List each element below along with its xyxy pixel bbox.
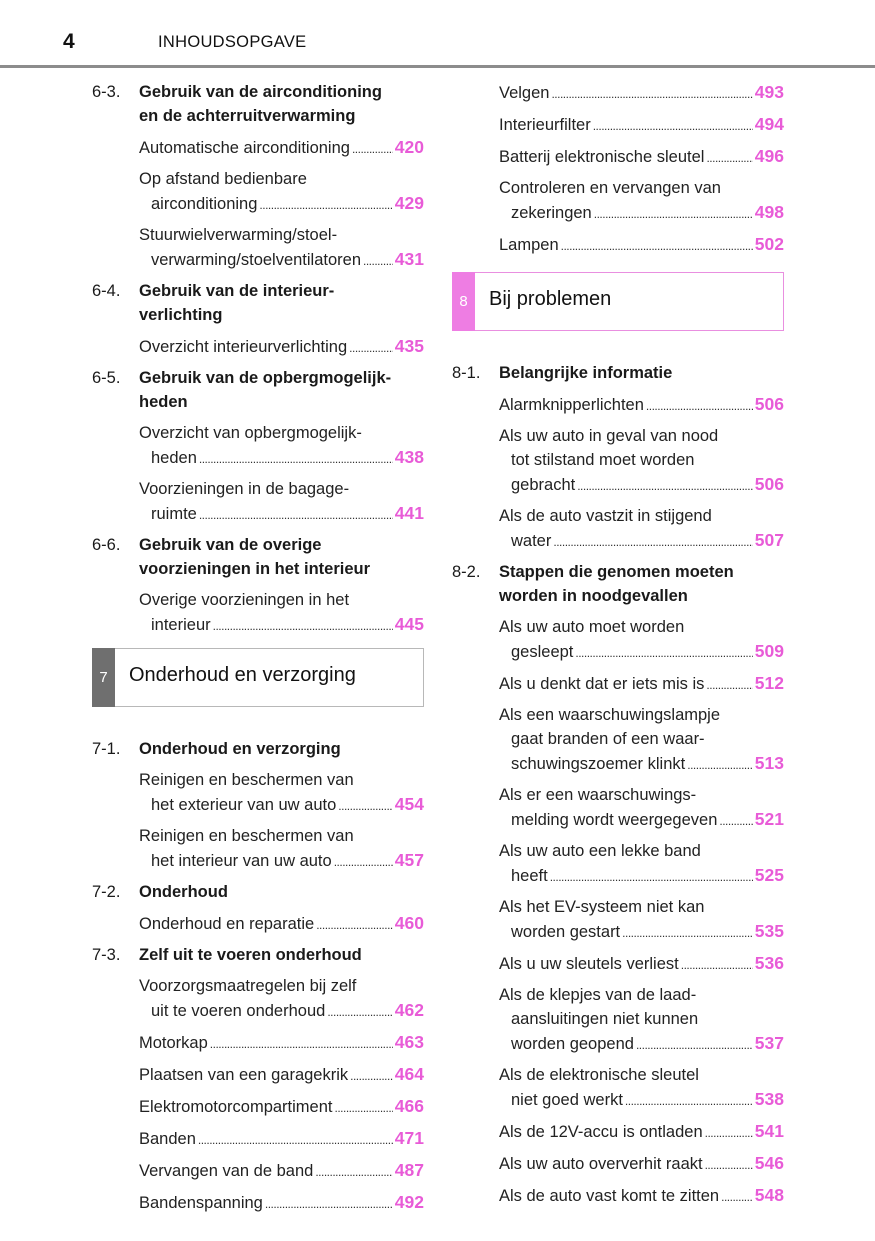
page-number: 4 <box>63 30 75 53</box>
dot-leader <box>350 1064 393 1088</box>
entry-text: water <box>511 532 552 550</box>
entry-final-line <box>499 528 784 554</box>
page-reference[interactable]: 496 <box>754 146 784 166</box>
toc-left-column <box>92 80 424 1222</box>
section-title-line: voorzieningen in het interieur <box>139 560 371 578</box>
entry-text-line: Als een waarschuwingslampje <box>499 706 721 724</box>
header-title: INHOUDSOPGAVE <box>158 33 307 51</box>
entry-final-line <box>499 1151 784 1177</box>
entry-final-line <box>499 392 784 418</box>
entry-final-line <box>499 639 784 665</box>
section-title-line: Onderhoud en verzorging <box>139 740 341 758</box>
toc-section <box>92 279 424 360</box>
page-reference[interactable]: 492 <box>394 1192 424 1212</box>
entry-text: Onderhoud en reparatie <box>139 915 315 933</box>
section-number: 7-1. <box>92 740 121 758</box>
page-reference[interactable]: 471 <box>394 1128 424 1148</box>
section-heading <box>92 533 424 581</box>
entry-text: Alarmknipperlichten <box>499 396 644 414</box>
dot-leader <box>551 82 752 106</box>
entry-text: Als de auto vast komt te zitten <box>499 1187 720 1205</box>
section-number: 6-4. <box>92 282 121 300</box>
dot-leader <box>636 1033 753 1057</box>
entry-text: Bandenspanning <box>139 1194 263 1212</box>
entry-text-line: Reinigen en beschermen van <box>139 827 354 845</box>
section-heading <box>92 737 424 761</box>
entry-final-line <box>499 232 784 258</box>
page-reference[interactable]: 546 <box>754 1153 784 1173</box>
toc-entry[interactable] <box>139 223 424 273</box>
toc-section <box>92 533 424 638</box>
toc-entry[interactable] <box>499 176 784 226</box>
toc-entry[interactable] <box>499 1119 784 1145</box>
section-title-line: Gebruik van de interieur- <box>139 282 335 300</box>
page-reference[interactable]: 506 <box>754 394 784 414</box>
page-reference[interactable]: 498 <box>754 202 784 222</box>
toc-entry[interactable] <box>499 895 784 945</box>
dot-leader <box>561 234 753 258</box>
dot-leader <box>721 1185 753 1209</box>
entry-final-line <box>139 135 424 161</box>
entry-text-line: Overige voorzieningen in het <box>139 591 350 609</box>
entry-final-line <box>139 1158 424 1184</box>
entry-text: ruimte <box>151 505 197 523</box>
entry-text-line: Stuurwielverwarming/stoel- <box>139 226 338 244</box>
entry-text: het interieur van uw auto <box>151 852 332 870</box>
entry-text: Als uw auto oververhit raakt <box>499 1155 703 1173</box>
entry-text: het exterieur van uw auto <box>151 796 337 814</box>
entry-final-line <box>499 1031 784 1057</box>
entry-text: Als de 12V-accu is ontladen <box>499 1123 703 1141</box>
section-title-line: verlichting <box>139 306 223 324</box>
page-reference[interactable]: 541 <box>754 1121 784 1141</box>
section-title-line: Belangrijke informatie <box>499 364 673 382</box>
entry-text-line: aansluitingen niet kunnen <box>511 1010 699 1028</box>
toc-entry[interactable] <box>499 1063 784 1113</box>
section-title-line: worden in noodgevallen <box>499 587 688 605</box>
toc-entry[interactable] <box>499 1183 784 1209</box>
toc-entry[interactable] <box>139 824 424 874</box>
entry-text: gesleept <box>511 643 574 661</box>
section-number: 7-2. <box>92 883 121 901</box>
entry-final-line <box>499 1119 784 1145</box>
entry-final-line <box>499 751 784 777</box>
entry-final-line <box>139 1190 424 1216</box>
section-heading <box>452 361 784 385</box>
section-number: 6-3. <box>92 83 121 101</box>
section-title-line: Stappen die genomen moeten <box>499 563 734 581</box>
toc-section <box>452 560 784 1209</box>
section-heading <box>92 880 424 904</box>
entry-text-line: Reinigen en beschermen van <box>139 771 354 789</box>
page-reference[interactable]: 460 <box>394 913 424 933</box>
page-reference[interactable]: 538 <box>754 1089 784 1109</box>
dot-leader <box>210 1032 393 1056</box>
entry-text: worden geopend <box>511 1035 634 1053</box>
section-number: 8-1. <box>452 364 481 382</box>
entry-text-line: Voorzorgsmaatregelen bij zelf <box>139 977 357 995</box>
toc-entry[interactable] <box>499 671 784 697</box>
page-reference[interactable]: 536 <box>754 953 784 973</box>
page-reference[interactable]: 457 <box>394 850 424 870</box>
page-reference[interactable]: 521 <box>754 809 784 829</box>
entry-text: worden gestart <box>511 923 621 941</box>
entry-text-line: tot stilstand moet worden <box>511 451 695 469</box>
dot-leader <box>706 673 752 697</box>
toc-entry[interactable] <box>139 911 424 937</box>
entry-final-line <box>139 1094 424 1120</box>
section-heading <box>92 80 424 128</box>
entry-final-line <box>139 911 424 937</box>
toc-entry[interactable] <box>499 112 784 138</box>
entry-text-line: Als uw auto een lekke band <box>499 842 701 860</box>
page-reference[interactable]: 509 <box>754 641 784 661</box>
toc-right-column <box>452 80 784 1215</box>
page-reference[interactable]: 548 <box>754 1185 784 1205</box>
page-reference[interactable]: 487 <box>394 1160 424 1180</box>
page-reference[interactable]: 537 <box>754 1033 784 1053</box>
entry-text: Banden <box>139 1130 196 1148</box>
section-number: 7-3. <box>92 946 121 964</box>
toc-entry[interactable] <box>499 392 784 418</box>
page-reference[interactable]: 535 <box>754 921 784 941</box>
section-title <box>499 560 784 608</box>
entry-text: Elektromotorcompartiment <box>139 1098 333 1116</box>
entry-text: Als u denkt dat er iets mis is <box>499 675 705 693</box>
page-reference[interactable]: 494 <box>754 114 784 134</box>
dot-leader <box>259 193 392 217</box>
entry-text: uit te voeren onderhoud <box>151 1002 326 1020</box>
dot-leader <box>553 530 752 554</box>
dot-leader <box>316 913 393 937</box>
chapter-number-tab: 8 <box>452 272 475 331</box>
dot-leader <box>719 809 752 833</box>
page-reference[interactable]: 462 <box>394 1000 424 1020</box>
toc-entry[interactable] <box>499 839 784 889</box>
toc-entry[interactable] <box>139 167 424 217</box>
toc-entry[interactable] <box>499 80 784 106</box>
entry-final-line <box>499 472 784 498</box>
dot-leader <box>315 1160 392 1184</box>
entry-text: gebracht <box>511 476 576 494</box>
toc-entry[interactable] <box>499 504 784 554</box>
section-title-line: Zelf uit te voeren onderhoud <box>139 946 362 964</box>
toc-entry[interactable] <box>139 1126 424 1152</box>
entry-text: zekeringen <box>511 204 592 222</box>
entry-text: Plaatsen van een garagekrik <box>139 1066 349 1084</box>
dot-leader <box>705 1121 753 1145</box>
entry-final-line <box>499 80 784 106</box>
toc-section <box>92 943 424 1216</box>
dot-leader <box>681 953 753 977</box>
entry-text-line: Als er een waarschuwings- <box>499 786 697 804</box>
dot-leader <box>646 394 753 418</box>
toc-entry[interactable] <box>499 1151 784 1177</box>
toc-entry[interactable] <box>139 334 424 360</box>
entry-text-line: gaat branden of een waar- <box>511 730 705 748</box>
entry-text: airconditioning <box>151 195 258 213</box>
entry-text-line: Op afstand bedienbare <box>139 170 307 188</box>
dot-leader <box>687 753 753 777</box>
dot-leader <box>622 921 753 945</box>
toc-entry[interactable] <box>499 232 784 258</box>
dot-leader <box>265 1192 393 1216</box>
section-title <box>499 361 784 385</box>
page-reference[interactable]: 441 <box>394 503 424 523</box>
toc-section <box>452 361 784 554</box>
toc-entry[interactable] <box>139 588 424 638</box>
entry-final-line <box>139 612 424 638</box>
toc-section <box>452 80 784 258</box>
page-reference[interactable]: 420 <box>394 137 424 157</box>
toc-entry[interactable] <box>139 1094 424 1120</box>
entry-final-line <box>139 1126 424 1152</box>
page-reference[interactable]: 438 <box>394 447 424 467</box>
dot-leader <box>550 865 753 889</box>
entry-final-line <box>139 792 424 818</box>
toc-entry[interactable] <box>139 477 424 527</box>
toc-entry[interactable] <box>139 135 424 161</box>
toc-entry[interactable] <box>499 424 784 498</box>
entry-text: Automatische airconditioning <box>139 139 350 157</box>
dot-leader <box>705 1153 753 1177</box>
header-divider <box>0 65 875 68</box>
toc-entry[interactable] <box>139 1062 424 1088</box>
entry-final-line <box>499 807 784 833</box>
page-reference[interactable]: 445 <box>394 614 424 634</box>
toc-entry[interactable] <box>139 768 424 818</box>
entry-final-line <box>139 247 424 273</box>
toc-section <box>92 366 424 527</box>
entry-text-line: Als uw auto moet worden <box>499 618 685 636</box>
section-title-line: en de achterruitverwarming <box>139 107 356 125</box>
entry-final-line <box>499 671 784 697</box>
entry-text: schuwingszoemer klinkt <box>511 755 686 773</box>
dot-leader <box>352 137 393 161</box>
toc-entry[interactable] <box>499 703 784 777</box>
page-reference[interactable]: 431 <box>394 249 424 269</box>
entry-final-line <box>499 919 784 945</box>
entry-final-line <box>139 1030 424 1056</box>
section-title-line: Gebruik van de overige <box>139 536 322 554</box>
entry-text: Lampen <box>499 236 559 254</box>
entry-final-line <box>139 334 424 360</box>
entry-text: Velgen <box>499 84 550 102</box>
entry-text: Als u uw sleutels verliest <box>499 955 679 973</box>
dot-leader <box>593 114 753 138</box>
dot-leader <box>334 850 393 874</box>
page-reference[interactable]: 464 <box>394 1064 424 1084</box>
dot-leader <box>575 641 752 665</box>
toc-section <box>92 737 424 874</box>
toc-entry[interactable] <box>139 421 424 471</box>
section-number: 6-5. <box>92 369 121 387</box>
chapter-title: Bij problemen <box>489 288 612 310</box>
dot-leader <box>706 146 752 170</box>
dot-leader <box>349 336 393 360</box>
chapter-heading-7[interactable] <box>92 648 424 707</box>
entry-final-line <box>139 191 424 217</box>
section-title <box>139 737 424 761</box>
page-reference[interactable]: 525 <box>754 865 784 885</box>
page-reference[interactable]: 493 <box>754 82 784 102</box>
toc-entry[interactable] <box>139 1190 424 1216</box>
page-reference[interactable]: 512 <box>754 673 784 693</box>
toc-entry[interactable] <box>139 1030 424 1056</box>
entry-final-line <box>139 445 424 471</box>
entry-final-line <box>499 112 784 138</box>
dot-leader <box>594 202 753 226</box>
dot-leader <box>198 1128 393 1152</box>
entry-text: heeft <box>511 867 548 885</box>
section-heading <box>92 279 424 327</box>
section-heading <box>452 560 784 608</box>
page-reference[interactable]: 435 <box>394 336 424 356</box>
page-reference[interactable]: 502 <box>754 234 784 254</box>
dot-leader <box>199 447 393 471</box>
entry-text: Vervangen van de band <box>139 1162 314 1180</box>
section-title <box>139 366 424 414</box>
entry-final-line <box>499 1087 784 1113</box>
page-reference[interactable]: 506 <box>754 474 784 494</box>
section-number: 6-6. <box>92 536 121 554</box>
dot-leader <box>577 474 753 498</box>
page-reference[interactable]: 463 <box>394 1032 424 1052</box>
entry-text: verwarming/stoelventilatoren <box>151 251 362 269</box>
entry-text: interieur <box>151 616 211 634</box>
entry-final-line <box>499 1183 784 1209</box>
chapter-title: Onderhoud en verzorging <box>129 664 356 686</box>
entry-text: heden <box>151 449 197 467</box>
entry-text: Batterij elektronische sleutel <box>499 148 705 166</box>
page-reference[interactable]: 466 <box>394 1096 424 1116</box>
entry-final-line <box>499 144 784 170</box>
page-reference[interactable]: 507 <box>754 530 784 550</box>
entry-final-line <box>139 998 424 1024</box>
dot-leader <box>199 503 393 527</box>
section-title <box>139 533 424 581</box>
entry-final-line <box>139 501 424 527</box>
entry-text-line: Overzicht van opbergmogelijk- <box>139 424 362 442</box>
entry-text-line: Als de klepjes van de laad- <box>499 986 697 1004</box>
section-title <box>139 880 424 904</box>
toc-section <box>92 880 424 937</box>
entry-final-line <box>139 848 424 874</box>
section-title <box>139 943 424 967</box>
section-title <box>139 279 424 327</box>
dot-leader <box>334 1096 392 1120</box>
section-title-line: Onderhoud <box>139 883 228 901</box>
toc-entry[interactable] <box>139 974 424 1024</box>
chapter-number-tab: 7 <box>92 648 115 707</box>
dot-leader <box>338 794 393 818</box>
section-title <box>139 80 424 128</box>
entry-text-line: Voorzieningen in de bagage- <box>139 480 350 498</box>
entry-text: Motorkap <box>139 1034 208 1052</box>
section-heading <box>92 366 424 414</box>
entry-final-line <box>499 863 784 889</box>
chapter-heading-8[interactable] <box>452 272 784 331</box>
page-reference[interactable]: 513 <box>754 753 784 773</box>
entry-text-line: Controleren en vervangen van <box>499 179 721 197</box>
toc-entry[interactable] <box>499 951 784 977</box>
entry-text-line: Als de auto vastzit in stijgend <box>499 507 712 525</box>
entry-text-line: Als de elektronische sleutel <box>499 1066 699 1084</box>
toc-entry[interactable] <box>499 783 784 833</box>
page-header <box>0 0 875 68</box>
dot-leader <box>213 614 393 638</box>
toc-section <box>92 80 424 273</box>
entry-text: Overzicht interieurverlichting <box>139 338 348 356</box>
section-title-line: Gebruik van de opbergmogelijk- <box>139 369 392 387</box>
page-reference[interactable]: 454 <box>394 794 424 814</box>
section-title-line: Gebruik van de airconditioning <box>139 83 382 101</box>
entry-text-line: Als het EV-systeem niet kan <box>499 898 705 916</box>
entry-text: Interieurfilter <box>499 116 591 134</box>
toc-entry[interactable] <box>139 1158 424 1184</box>
entry-final-line <box>499 951 784 977</box>
dot-leader <box>327 1000 392 1024</box>
page-reference[interactable]: 429 <box>394 193 424 213</box>
entry-final-line <box>499 200 784 226</box>
toc-entry[interactable] <box>499 144 784 170</box>
dot-leader <box>625 1089 753 1113</box>
section-heading <box>92 943 424 967</box>
entry-text-line: Als uw auto in geval van nood <box>499 427 719 445</box>
toc-entry[interactable] <box>499 615 784 665</box>
toc-entry[interactable] <box>499 983 784 1057</box>
entry-final-line <box>139 1062 424 1088</box>
section-number: 8-2. <box>452 563 481 581</box>
entry-text: melding wordt weergegeven <box>511 811 718 829</box>
section-title-line: heden <box>139 393 188 411</box>
entry-text: niet goed werkt <box>511 1091 623 1109</box>
dot-leader <box>363 249 393 273</box>
